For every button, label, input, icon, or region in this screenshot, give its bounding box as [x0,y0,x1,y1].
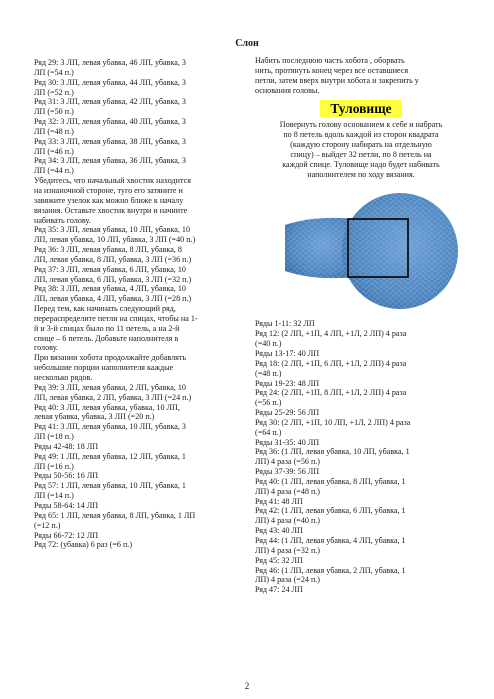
pattern-line: Ряд 35: 3 ЛП, левая убавка, 10 ЛП, убавка, 10 [34,225,190,235]
pattern-line: Ряд 41: 48 ЛП [255,496,303,506]
pattern-line: спице – 6 петель. Добавьте наполнителя в [34,333,179,343]
pattern-line: Ряд 24: (2 ЛП, +1П, 8 ЛП, +1Л, 2 ЛП) 4 раза [255,388,407,398]
pattern-line: ЛП, левая убавка, 2 ЛП, убавка, 3 ЛП (=24 п.) [34,392,192,402]
pattern-line: Ряд 40: (1 ЛП, левая убавка, 8 ЛП, убавка, 1 [255,476,406,486]
pattern-line: голову. [34,343,58,353]
intro-line: Повернуть голову основанием к себе и набрать [279,120,443,130]
pattern-line: небольшие порции наполнителя каждые [34,363,174,373]
intro-line: наполнителем по ходу вязания. [307,169,415,179]
pattern-line: ЛП) 4 раза (=24 п.) [255,575,321,585]
pattern-line: Ряд 18: (2 ЛП, +1П, 6 ЛП, +1Л, 2 ЛП) 4 раза [255,358,407,368]
pattern-line: Перед тем, как начинать следующий ряд, [34,304,176,314]
pattern-line: ЛП) 4 раза (=40 п.) [255,516,321,526]
pattern-line: Ряд 29: 3 ЛП, левая убавка, 46 ЛП, убавка, 3 [34,58,186,67]
pattern-line: Убедитесь, что начальный хвостик находится [34,176,191,186]
intro-line: каждой спице. Туловище надо будет набивать [282,159,440,169]
section-intro [255,120,467,179]
pattern-line: Ряд 37: 3 ЛП, левая убавка, 6 ЛП, убавка, 10 [34,264,186,274]
body-rows [255,319,467,595]
pattern-line: Ряд 30: 3 ЛП, левая убавка, 44 ЛП, убавка, 3 [34,77,186,87]
pattern-line: Ряд 33: 3 ЛП, левая убавка, 38 ЛП, убавка, 3 [34,136,186,146]
pattern-line: ЛП (=52 п.) [34,87,74,97]
pattern-line: Ряд 72: (убавка) 6 раз (=6 п.) [34,540,133,550]
pattern-line: ЛП, левая убавка, 4 ЛП, убавка, 3 ЛП (=28 п.) [34,294,192,304]
pattern-line: Ряд 65: 1 ЛП, левая убавка, 8 ЛП, убавка, 1 ЛП [34,510,196,520]
intro-line: (каждую сторону набирать на отдельную [290,140,432,150]
pattern-line: Ряды 1-11: 32 ЛП [255,319,315,329]
pattern-line: Набить последнюю часть хобота , оборвать [255,56,405,65]
pattern-line: завяжите узелок как можно ближе к началу [34,195,184,205]
pattern-line: Ряды 50-56: 16 ЛП [34,471,99,481]
pattern-line: Ряд 46: (1 ЛП, левая убавка, 2 ЛП, убавка, 1 [255,565,406,575]
pattern-line: Ряд 39: 3 ЛП, левая убавка, 2 ЛП, убавка, 10 [34,382,186,392]
pattern-line: При вязании хобота продолжайте добавлять [34,353,187,363]
pattern-line: й и 3-й спицах было по 11 петель, а на 2-й [34,323,180,333]
pattern-line: перераспределите петли на спицах, чтобы на 1- [34,313,198,323]
pattern-line: несколько рядов. [34,373,93,382]
right-column [255,56,467,595]
pattern-line: ЛП (=14 п.) [34,491,74,501]
left-column [34,58,246,550]
pattern-line: Ряд 45: 32 ЛП [255,555,303,565]
pattern-line: нить, протянуть конец через все оставшиеся [255,65,409,75]
pattern-line: (=56 п.) [255,398,282,408]
section-heading: Туловище [320,100,401,117]
pattern-line: Ряд 36: 3 ЛП, левая убавка, 8 ЛП, убавка, 8 [34,245,182,255]
right-top-text [255,56,467,95]
pattern-line: ЛП (=54 п.) [34,67,74,77]
pattern-line: Ряд 42: (1 ЛП, левая убавка, 6 ЛП, убавка, 1 [255,506,406,516]
pattern-line: (=64 п.) [255,427,282,437]
pattern-line: ЛП (=50 п.) [34,107,74,117]
intro-line: по 8 петель вдоль каждой из сторон квадрата [283,130,439,140]
pattern-line: Ряд 38: 3 ЛП, левая убавка, 4 ЛП, убавка, 10 [34,284,186,294]
pattern-line: Ряд 34: 3 ЛП, левая убавка, 36 ЛП, убавка, 3 [34,156,186,166]
pattern-line: левая убавка, убавка, 3 ЛП (=20 п.) [34,412,155,422]
pattern-line: Ряд 40: 3 ЛП, левая убавка, убавка, 10 ЛП, [34,402,180,412]
pattern-line: ЛП, левая убавка, 10 ЛП, убавка, 3 ЛП (=40 п.) [34,235,196,245]
pattern-line: ЛП, левая убавка, 8 ЛП, убавка, 3 ЛП (=36 п.) [34,254,192,264]
pattern-line: ЛП) 4 раза (=56 п.) [255,457,321,467]
pattern-line: Ряд 32: 3 ЛП, левая убавка, 40 ЛП, убавка, 3 [34,117,186,127]
intro-line: спицу) – выйдет 32 петли, по 8 петель на [290,149,432,159]
section-heading-wrap [255,100,467,117]
pattern-line: петли, затем вверх внутри хобота и закрепить у [255,75,419,85]
pattern-line: ЛП) 4 раза (=48 п.) [255,486,321,496]
pattern-line: ЛП (=46 п.) [34,146,74,156]
pattern-line: (=40 п.) [255,339,282,349]
pattern-line: ЛП (=48 п.) [34,126,74,136]
knitted-head-illustration [285,185,465,313]
pattern-line: Ряды 66-72: 12 ЛП [34,530,99,540]
pattern-line: (=12 п.) [34,520,61,530]
pattern-line: вязания. Оставьте хвостик внутри и начните [34,205,188,215]
pattern-line: ЛП (=16 п.) [34,461,74,471]
pattern-line: Ряд 47: 24 ЛП [255,585,303,595]
pattern-line: на изнаночной стороне, туго его затяните и [34,185,183,195]
pattern-line: Ряды 25-29: 56 ЛП [255,408,320,418]
pattern-line: Ряд 43: 40 ЛП [255,526,303,536]
pattern-line: Ряды 58-64: 14 ЛП [34,500,99,510]
pattern-line: Ряды 37-39: 56 ЛП [255,467,320,477]
pattern-line: Ряд 57: 1 ЛП, левая убавка, 10 ЛП, убавка, 1 [34,481,186,491]
pattern-line: Ряд 49: 1 ЛП, левая убавка, 12 ЛП, убавка, 1 [34,451,186,461]
pattern-line: ЛП (=18 п.) [34,432,74,442]
pattern-line: Ряд 12: (2 ЛП, +1П, 4 ЛП, +1Л, 2 ЛП) 4 раза [255,329,407,339]
page-number: 2 [244,681,250,691]
pattern-line: Ряды 31-35: 40 ЛП [255,437,320,447]
pattern-line: ЛП) 4 раза (=32 п.) [255,545,321,555]
knitted-head-photo [285,185,465,313]
pattern-line: набивать голову. [34,215,91,225]
pattern-line: (=48 п.) [255,368,282,378]
pattern-line: Ряды 19-23: 48 ЛП [255,378,320,388]
pattern-line: Ряд 44: (1 ЛП, левая убавка, 4 ЛП, убавка, 1 [255,536,406,545]
page-title: Слон [235,38,259,49]
pattern-line: Ряды 13-17: 40 ЛП [255,348,320,358]
pattern-line: ЛП (=44 п.) [34,166,74,176]
pattern-line: Ряд 31: 3 ЛП, левая убавка, 42 ЛП, убавка, 3 [34,97,186,107]
pattern-line: ЛП, левая убавка, 6 ЛП, убавка, 3 ЛП (=32 п.) [34,274,192,284]
pattern-line: основания головы. [255,85,320,95]
pattern-line: Ряд 41: 3 ЛП, левая убавка, 10 ЛП, убавка, 3 [34,422,186,432]
pattern-line: Ряд 36: (1 ЛП, левая убавка, 10 ЛП, убавка, 1 [255,447,410,457]
pattern-line: Ряд 30: (2 ЛП, +1П, 10 ЛП, +1Л, 2 ЛП) 4 раза [255,417,411,427]
pattern-line: Ряды 42-48: 18 ЛП [34,441,99,451]
